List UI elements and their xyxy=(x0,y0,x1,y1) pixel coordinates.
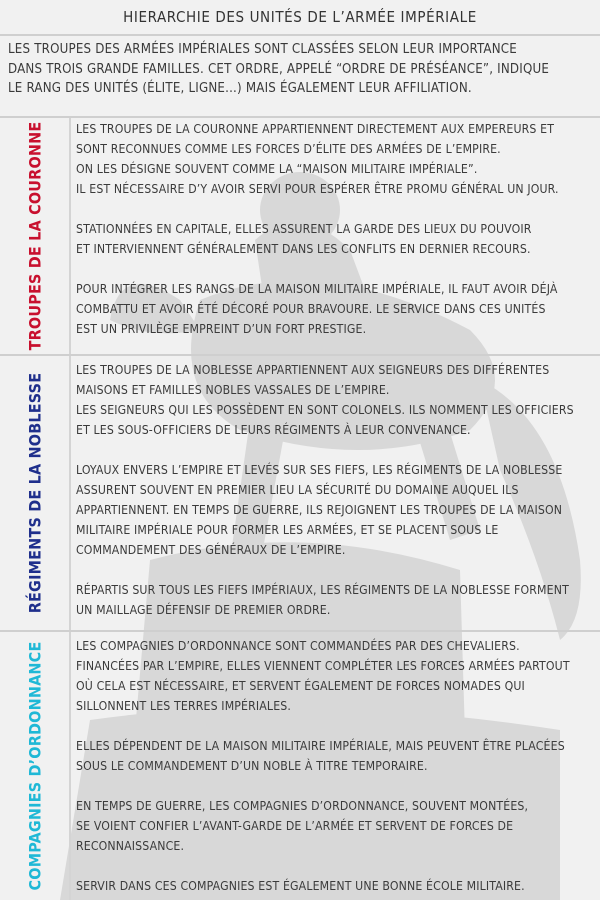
text-line: POUR INTÉGRER LES RANGS DE LA MAISON MILITAIRE IMPÉRIALE, IL FAUT AVOIR DÉJÀ xyxy=(76,282,558,296)
text-line: COMBATTU ET AVOIR ÉTÉ DÉCORÉ POUR BRAVOURE. LE SERVICE DANS CES UNITÉS xyxy=(76,302,546,316)
text-line: ON LES DÉSIGNE SOUVENT COMME LA “MAISON MILITAIRE IMPÉRIALE”. xyxy=(76,162,478,176)
text-line: RÉPARTIS SUR TOUS LES FIEFS IMPÉRIAUX, LES RÉGIMENTS DE LA NOBLESSE FORMENT xyxy=(76,583,569,597)
text-line: EST UN PRIVILÈGE EMPREINT D’UN FORT PRESTIGE. xyxy=(76,322,367,336)
text-line: SERVIR DANS CES COMPAGNIES EST ÉGALEMENT UNE BONNE ÉCOLE MILITAIRE. xyxy=(76,879,525,893)
section-label-noblesse xyxy=(0,356,69,630)
text-line: MAISONS ET FAMILLES NOBLES VASSALES DE L’EMPIRE. xyxy=(76,383,390,397)
section-content-noblesse xyxy=(76,360,594,620)
text-line: OÙ CELA EST NÉCESSAIRE, ET SERVENT ÉGALEMENT DE FORCES NOMADES QUI xyxy=(76,679,525,693)
text-line: ET INTERVIENNENT GÉNÉRALEMENT DANS LES CONFLITS EN DERNIER RECOURS. xyxy=(76,242,531,256)
text-line: FINANCÉES PAR L’EMPIRE, ELLES VIENNENT COMPLÉTER LES FORCES ARMÉES PARTOUT xyxy=(76,659,570,673)
intro-line: DANS TROIS GRANDE FAMILLES. CET ORDRE, APPELÉ “ORDRE DE PRÉSÉANCE”, INDIQUE xyxy=(8,61,550,77)
text-line: ET LES SOUS-OFFICIERS DE LEURS RÉGIMENTS À LEUR CONVENANCE. xyxy=(76,423,471,437)
section-content-couronne xyxy=(76,119,594,339)
intro-paragraph xyxy=(8,40,592,99)
section-divider xyxy=(0,630,600,632)
text-line: RECONNAISSANCE. xyxy=(76,839,185,853)
column-divider xyxy=(69,632,71,900)
text-line: ELLES DÉPENDENT DE LA MAISON MILITAIRE IMPÉRIALE, MAIS PEUVENT ÊTRE PLACÉES xyxy=(76,739,565,753)
section-divider xyxy=(0,116,600,118)
section-label-ordonnance xyxy=(0,632,69,900)
text-line: APPARTIENNENT. EN TEMPS DE GUERRE, ILS REJOIGNENT LES TROUPES DE LA MAISON xyxy=(76,503,563,517)
section-label-text: COMPAGNIES D’ORDONNANCE xyxy=(25,641,44,891)
text-line: SILLONNENT LES TERRES IMPÉRIALES. xyxy=(76,699,292,713)
text-line: ASSURENT SOUVENT EN PREMIER LIEU LA SÉCURITÉ DU DOMAINE AUQUEL ILS xyxy=(76,483,519,497)
text-line: MILITAIRE IMPÉRIALE POUR FORMER LES ARMÉES, ET SE PLACENT SOUS LE xyxy=(76,523,499,537)
section-content-ordonnance xyxy=(76,636,594,896)
intro-line: LES TROUPES DES ARMÉES IMPÉRIALES SONT CLASSÉES SELON LEUR IMPORTANCE xyxy=(8,42,517,57)
text-line: LES TROUPES DE LA NOBLESSE APPARTIENNENT AUX SEIGNEURS DES DIFFÉRENTES xyxy=(76,363,550,377)
section-divider xyxy=(0,354,600,356)
text-line: SE VOIENT CONFIER L’AVANT-GARDE DE L’ARMÉE ET SERVENT DE FORCES DE xyxy=(76,819,514,833)
intro-line: LE RANG DES UNITÉS (ÉLITE, LIGNE...) MAIS ÉGALEMENT LEUR AFFILIATION. xyxy=(8,81,472,96)
section-label-couronne xyxy=(0,118,69,354)
text-line: LES COMPAGNIES D’ORDONNANCE SONT COMMANDÉES PAR DES CHEVALIERS. xyxy=(76,639,520,653)
text-line: COMMANDEMENT DES GÉNÉRAUX DE L’EMPIRE. xyxy=(76,543,346,557)
text-line: SOUS LE COMMANDEMENT D’UN NOBLE À TITRE TEMPORAIRE. xyxy=(76,759,428,773)
text-line: LES SEIGNEURS QUI LES POSSÈDENT EN SONT COLONELS. ILS NOMMENT LES OFFICIERS xyxy=(76,403,574,417)
page-title: HIERARCHIE DES UNITÉS DE L’ARMÉE IMPÉRIALE xyxy=(123,8,477,26)
section-label-text: TROUPES DE LA COURONNE xyxy=(25,121,44,351)
text-line: EN TEMPS DE GUERRE, LES COMPAGNIES D’ORDONNANCE, SOUVENT MONTÉES, xyxy=(76,799,529,813)
text-line: LOYAUX ENVERS L’EMPIRE ET LEVÉS SUR SES FIEFS, LES RÉGIMENTS DE LA NOBLESSE xyxy=(76,463,563,477)
text-line: LES TROUPES DE LA COURONNE APPARTIENNENT DIRECTEMENT AUX EMPEREURS ET xyxy=(76,122,555,136)
column-divider xyxy=(69,118,71,354)
section-label-text: RÉGIMENTS DE LA NOBLESSE xyxy=(25,372,44,614)
title-divider xyxy=(0,34,600,36)
column-divider xyxy=(69,356,71,630)
text-line: SONT RECONNUES COMME LES FORCES D’ÉLITE DES ARMÉES DE L’EMPIRE. xyxy=(76,142,501,156)
text-line: STATIONNÉES EN CAPITALE, ELLES ASSURENT LA GARDE DES LIEUX DU POUVOIR xyxy=(76,222,532,236)
text-line: UN MAILLAGE DÉFENSIF DE PREMIER ORDRE. xyxy=(76,603,331,617)
text-line: IL EST NÉCESSAIRE D’Y AVOIR SERVI POUR ESPÉRER ÊTRE PROMU GÉNÉRAL UN JOUR. xyxy=(76,182,559,196)
